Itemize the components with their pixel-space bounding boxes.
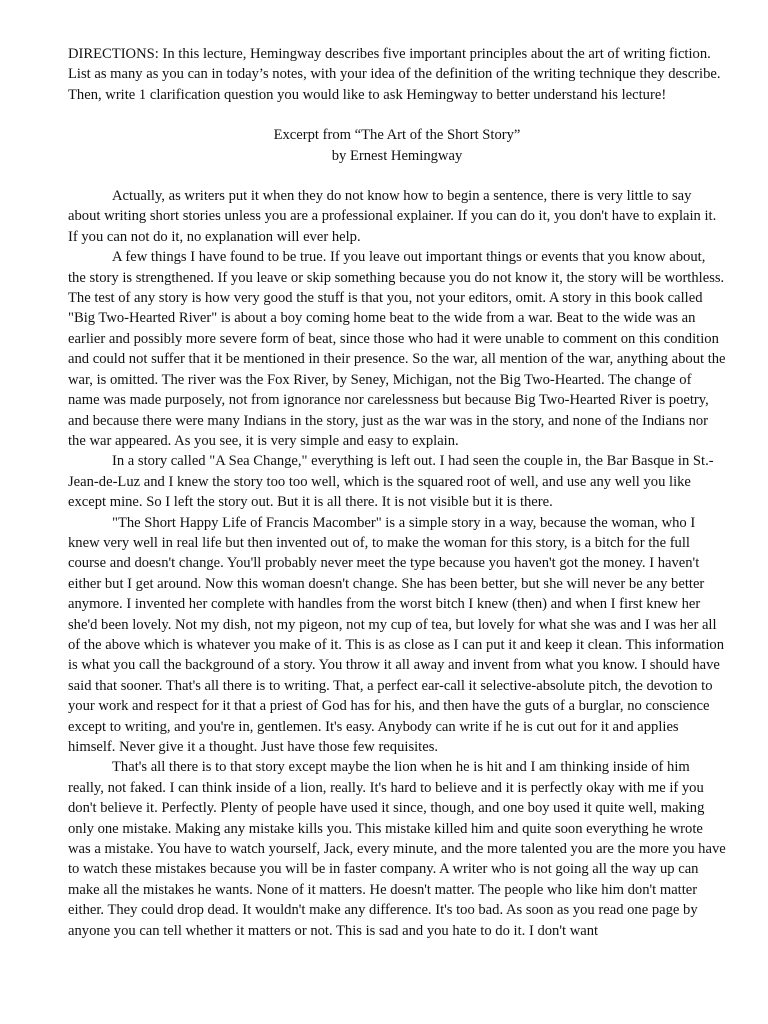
- paragraph-3: In a story called "A Sea Change," everything is left out. I had seen the couple in, the Bar Basque in St.-Jean-de-Luz and I knew the story too too well, which is the squared root of well, and use any well you like except mine. So I left the story out. But it is all there. It is not visible but it is there.: [68, 453, 714, 511]
- paragraph-4: "The Short Happy Life of Francis Macomber" is a simple story in a way, because the woman, who I knew very well in real life but then invented out of, to make the woman for this story, is a bitch for the full course and doesn't change. You'll probably never meet the type because you haven't got the money. I haven't either but I get around. Now this woman doesn't change. She has been better, but she will never be any better anymore. I invented her complete with handles from the worst bitch I knew (then) and when I first knew her she'd been lovely. Not my dish, not my pigeon, not my cup of tea, but lovely for what she was and I was her all of the above which is whatever you make of it. This is as close as I can put it and keep it clean. This information is what you call the background of a story. You throw it all away and invent from what you know. I should have said that sooner. That's all there is to writing. That, a perfect ear-call it selective-absolute pitch, the devotion to your work and respect for it that a priest of God has for his, and then have the guts of a burglar, no conscience except to writing, and you're in, gentlemen. It's easy. Anybody can write if he is cut out for it and applies himself. Never give it a thought. Just have those few requisites.: [68, 514, 725, 755]
- excerpt-heading: [68, 125, 726, 166]
- directions-text: DIRECTIONS: In this lecture, Hemingway describes five important principles about the art of writing fiction. List as many as you can in today’s notes, with your idea of the definition of the writing technique they describe. Then, write 1 clarification question you would like to ask Hemingway to better understand his lecture!: [68, 46, 721, 103]
- excerpt-author: by Ernest Hemingway: [331, 147, 463, 164]
- document-body: [68, 44, 726, 941]
- excerpt-title: Excerpt from “The Art of the Short Story”: [273, 127, 521, 144]
- paragraph-2: A few things I have found to be true. If you leave out important things or events that you know about, the story is strengthened. If you leave or skip something because you do not know it, the story will be worthless. The test of any story is how very good the stuff is that you, not your editors, omit. A story in this book called "Big Two-Hearted River" is about a boy coming home beat to the wide from a war. Beat to the wide was an earlier and possibly more severe form of beat, since those who had it were unable to comment on this condition and could not suffer that it be mentioned in their presence. So the war, all mention of the war, anything about the war, is omitted. The river was the Fox River, by Seney, Michigan, not the Big Two-Hearted. The change of name was made purposely, not from ignorance nor carelessness but because Big Two-Hearted River is poetry, and because there were many Indians in the story, just as the war was in the story, and none of the Indians nor the war appeared. As you see, it is very simple and easy to explain.: [68, 249, 726, 449]
- paragraph-5: That's all there is to that story except maybe the lion when he is hit and I am thinking inside of him really, not faked. I can think inside of a lion, really. It's hard to believe and it is perfectly okay with me if you don't believe it. Perfectly. Plenty of people have used it since, though, and one boy used it quite well, making only one mistake. Making any mistake kills you. This mistake killed him and quite soon everything he wrote was a mistake. You have to watch yourself, Jack, every minute, and the more talented you are the more you have to watch these mistakes because you will be in faster company. A writer who is not going all the way up can make all the mistakes he wants. None of it matters. He doesn't matter. The people who like him don't matter either. They could drop dead. It wouldn't make any difference. It's too bad. As soon as you read one page by anyone you can tell whether it matters or not. This is sad and you hate to do it. I don't want: [68, 759, 726, 939]
- paragraph-1: Actually, as writers put it when they do not know how to begin a sentence, there is very little to say about writing short stories unless you are a professional explainer. If you can do it, you don't have to explain it. If you can not do it, no explanation will ever help.: [68, 188, 717, 245]
